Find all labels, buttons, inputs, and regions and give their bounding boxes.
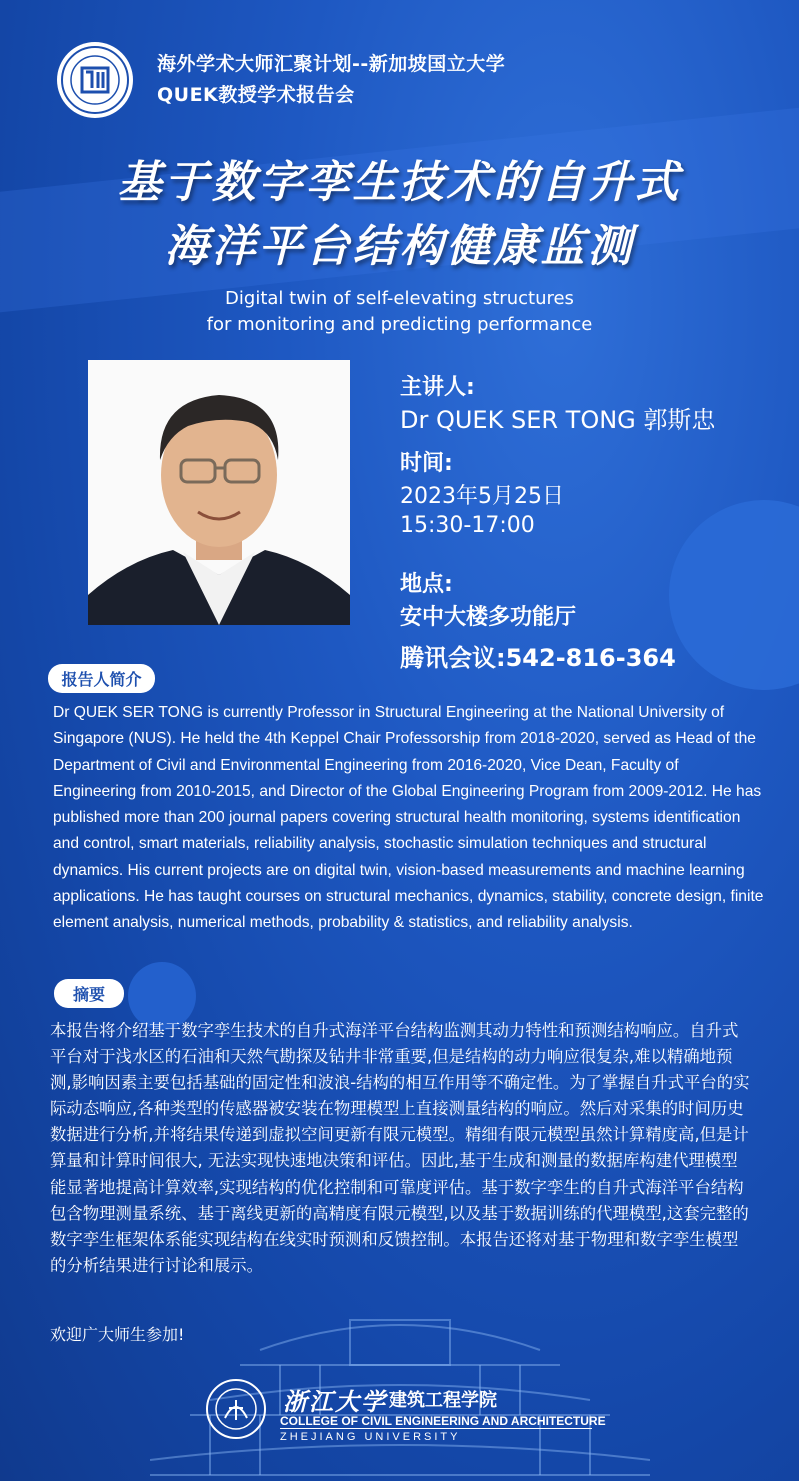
abstract-section-tag: 摘要 — [54, 979, 124, 1008]
venue: 安中大楼多功能厅 — [400, 605, 577, 630]
program-title: 海外学术大师汇聚计划--新加坡国立大学 — [157, 53, 506, 75]
welcome-text: 欢迎广大师生参加! — [50, 1325, 185, 1344]
tencent-meeting-id: 腾讯会议:542-816-364 — [400, 644, 676, 672]
bio-text: Dr QUEK SER TONG is currently Professor in Structural Engineering at the National University of Singapore (NUS). He held the 4th Keppel Chair Professorship from 2018-2020, served as Head of the Department of Civil and Environmental Engineering from 2016-2020, Vice Dean, Faculty of Engineering from 2010-2015, and Director of the Global Engineering Program from 2009-2012. He has published more than 200 journal papers covering structural health monitoring, systems identification and control, smart materials, reliability analysis, stochastic simulation techniques and structural dynamics. His current projects are on digital twin, vision-based measurements and machine learning applications. He has taught courses on structural mechanics, dynamics, stability, concrete design, finite element analysis, numerical methods, probability & statistics, and reliability analysis. — [53, 704, 764, 932]
speaker-name: Dr QUEK SER TONG 郭斯忠 — [400, 406, 716, 434]
decorative-circle — [669, 500, 799, 690]
event-time: 15:30-17:00 — [400, 513, 535, 538]
title-cn-line1: 基于数字孪生技术的自升式 — [117, 157, 682, 208]
title-en-line2: for monitoring and predicting performance — [206, 314, 593, 335]
event-date: 2023年5月25日 — [400, 484, 564, 509]
footer-divider — [280, 1428, 592, 1429]
lecture-series-title: QUEK教授学术报告会 — [157, 84, 355, 106]
speaker-portrait — [88, 360, 350, 625]
abstract-text: 本报告将介绍基于数字孪生技术的自升式海洋平台结构监测其动力特性和预测结构响应。自升式平台对于浅水区的石油和天然气勘探及钻井非常重要,但是结构的动力响应很复杂,难以精确地预测,影响因素主要包括基础的固定性和波浪-结构的相互作用等不确定性。为了掌握自升式平台的实际动态响应,各种类型的传感器被安装在物理模型上直接测量结构的响应。然后对采集的时间历史数据进行分析,并将结果传递到虚拟空间更新有限元模型。精细有限元模型虽然计算精度高,但是计算量和计算时间很大, 无法实现快速地决策和评估。因此,基于生成和测量的数据库构建代理模型能显著地提高计算效率,实现结构的优化控制和可靠度评估。基于数字孪生的自升式海洋平台结构包含物理测量系统、基于离线更新的高精度有限元模型,以及基于数据训练的代理模型,这套完整的数字孪生框架体系能实现结构在线实时预测和反馈控制。本报告还将对基于物理和数字孪生模型的分析结果进行讨论和展示。 — [50, 1021, 750, 1275]
college-name-cn: 建筑工程学院 — [389, 1390, 497, 1411]
college-name-en: COLLEGE OF CIVIL ENGINEERING AND ARCHITECTURE — [280, 1414, 606, 1428]
title-cn-line2: 海洋平台结构健康监测 — [164, 221, 635, 272]
title-en-line1: Digital twin of self-elevating structures — [225, 288, 574, 309]
venue-label: 地点: — [400, 572, 453, 597]
zju-seal-icon — [205, 1378, 267, 1440]
program-emblem-icon — [55, 40, 135, 120]
university-name-cn: 浙江大学 — [283, 1387, 387, 1416]
time-label: 时间: — [400, 451, 453, 476]
university-name-en: ZHEJIANG UNIVERSITY — [280, 1431, 461, 1443]
speaker-label: 主讲人: — [400, 375, 475, 400]
bio-section-tag: 报告人简介 — [48, 664, 155, 693]
